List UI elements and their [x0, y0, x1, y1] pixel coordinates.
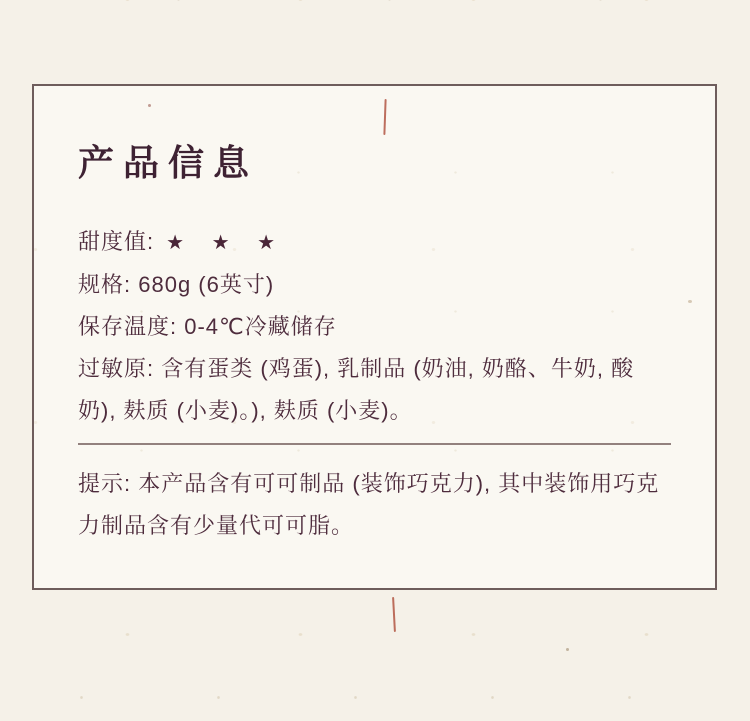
tip-text — [78, 463, 671, 547]
product-info-list — [78, 221, 671, 432]
storage-value: 0-4℃冷藏储存 — [184, 314, 337, 339]
info-row-spec — [78, 264, 671, 306]
product-info-card — [32, 84, 717, 590]
paper-speck-decoration — [148, 104, 151, 107]
spec-value: 680g (6英寸) — [138, 272, 275, 297]
paper-speck-decoration — [688, 300, 692, 303]
info-row-storage — [78, 306, 671, 348]
product-info-title: 产品信息 — [78, 142, 259, 183]
sweetness-label: 甜度值: — [78, 229, 155, 254]
info-row-sweetness — [78, 221, 671, 264]
allergen-label: 过敏原: — [78, 356, 155, 381]
paper-fiber-decoration — [392, 597, 396, 632]
sweetness-stars: ★ ★ ★ — [166, 232, 287, 254]
spec-label: 规格: — [78, 272, 132, 297]
allergen-value: 含有蛋类 (鸡蛋), 乳制品 (奶油, 奶酪、牛奶, 酸奶), 麸质 (小麦)。), 麸质 (小麦)。 — [78, 356, 635, 423]
divider — [78, 443, 671, 445]
storage-label: 保存温度: — [78, 314, 178, 339]
tip-value: 本产品含有可可制品 (装饰巧克力), 其中装饰用巧克力制品含有少量代可可脂。 — [78, 471, 660, 538]
info-row-allergen — [78, 348, 671, 432]
tip-label: 提示: — [78, 471, 132, 496]
paper-speck-decoration — [566, 648, 569, 651]
